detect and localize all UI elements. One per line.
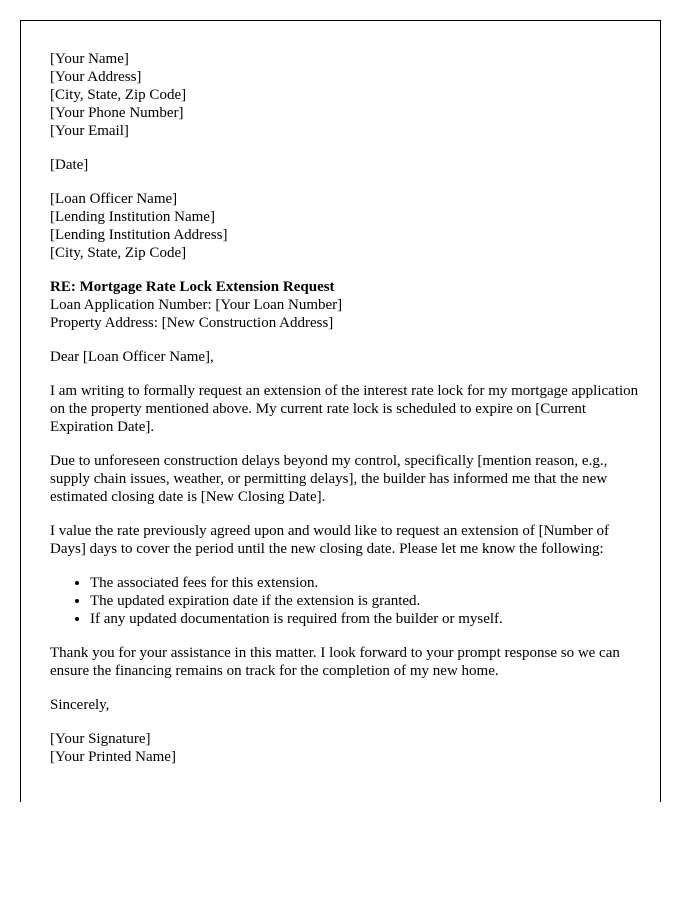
letter-content bbox=[50, 50, 640, 782]
sender-block bbox=[50, 50, 640, 140]
sender-name: [Your Name] bbox=[50, 51, 129, 67]
printed-name: [Your Printed Name] bbox=[50, 749, 176, 765]
list-item: • The associated fees for this extension. bbox=[90, 574, 640, 592]
list-item: • If any updated documentation is required from the builder or myself. bbox=[90, 610, 640, 628]
date-block bbox=[50, 156, 640, 174]
recipient-institution: [Lending Institution Name] bbox=[50, 209, 215, 225]
recipient-address: [Lending Institution Address] bbox=[50, 227, 228, 243]
signature-line: [Your Signature] bbox=[50, 731, 151, 747]
body-paragraph-4: Thank you for your assistance in this matter. I look forward to your prompt response so we can ensure the financing remains on track for the completion of my new home. bbox=[50, 645, 620, 679]
sender-address: [Your Address] bbox=[50, 69, 142, 85]
list-item: • The updated expiration date if the extension is granted. bbox=[90, 592, 640, 610]
closing: Sincerely, bbox=[50, 697, 110, 713]
body-paragraph-3: I value the rate previously agreed upon and would like to request an extension of [Number of Days] days to cover the period until the new closing date. Please let me know the following: bbox=[50, 523, 609, 557]
recipient-block bbox=[50, 190, 640, 262]
sender-email: [Your Email] bbox=[50, 123, 129, 139]
signature-block bbox=[50, 730, 640, 766]
letter-date: [Date] bbox=[50, 157, 89, 173]
body-paragraph-1: I am writing to formally request an extension of the interest rate lock for my mortgage application on the property mentioned above. My current rate lock is scheduled to expire on [Current Expiration Date]. bbox=[50, 383, 639, 435]
re-block bbox=[50, 278, 640, 332]
letter-page bbox=[20, 20, 661, 802]
sender-city-state-zip: [City, State, Zip Code] bbox=[50, 87, 187, 103]
re-loan-number: Loan Application Number: [Your Loan Number] bbox=[50, 297, 343, 313]
body-paragraph-2: Due to unforeseen construction delays beyond my control, specifically [mention reason, e.g., supply chain issues, weather, or permitting delays], the builder has informed me that the new estimated closing date is [New Closing Date]. bbox=[50, 453, 608, 505]
recipient-city-state-zip: [City, State, Zip Code] bbox=[50, 245, 187, 261]
recipient-name: [Loan Officer Name] bbox=[50, 191, 178, 207]
sender-phone: [Your Phone Number] bbox=[50, 105, 184, 121]
salutation: Dear [Loan Officer Name], bbox=[50, 349, 214, 365]
request-list bbox=[50, 574, 640, 628]
re-property-address: Property Address: [New Construction Address] bbox=[50, 315, 334, 331]
re-subject: RE: Mortgage Rate Lock Extension Request bbox=[50, 279, 335, 295]
